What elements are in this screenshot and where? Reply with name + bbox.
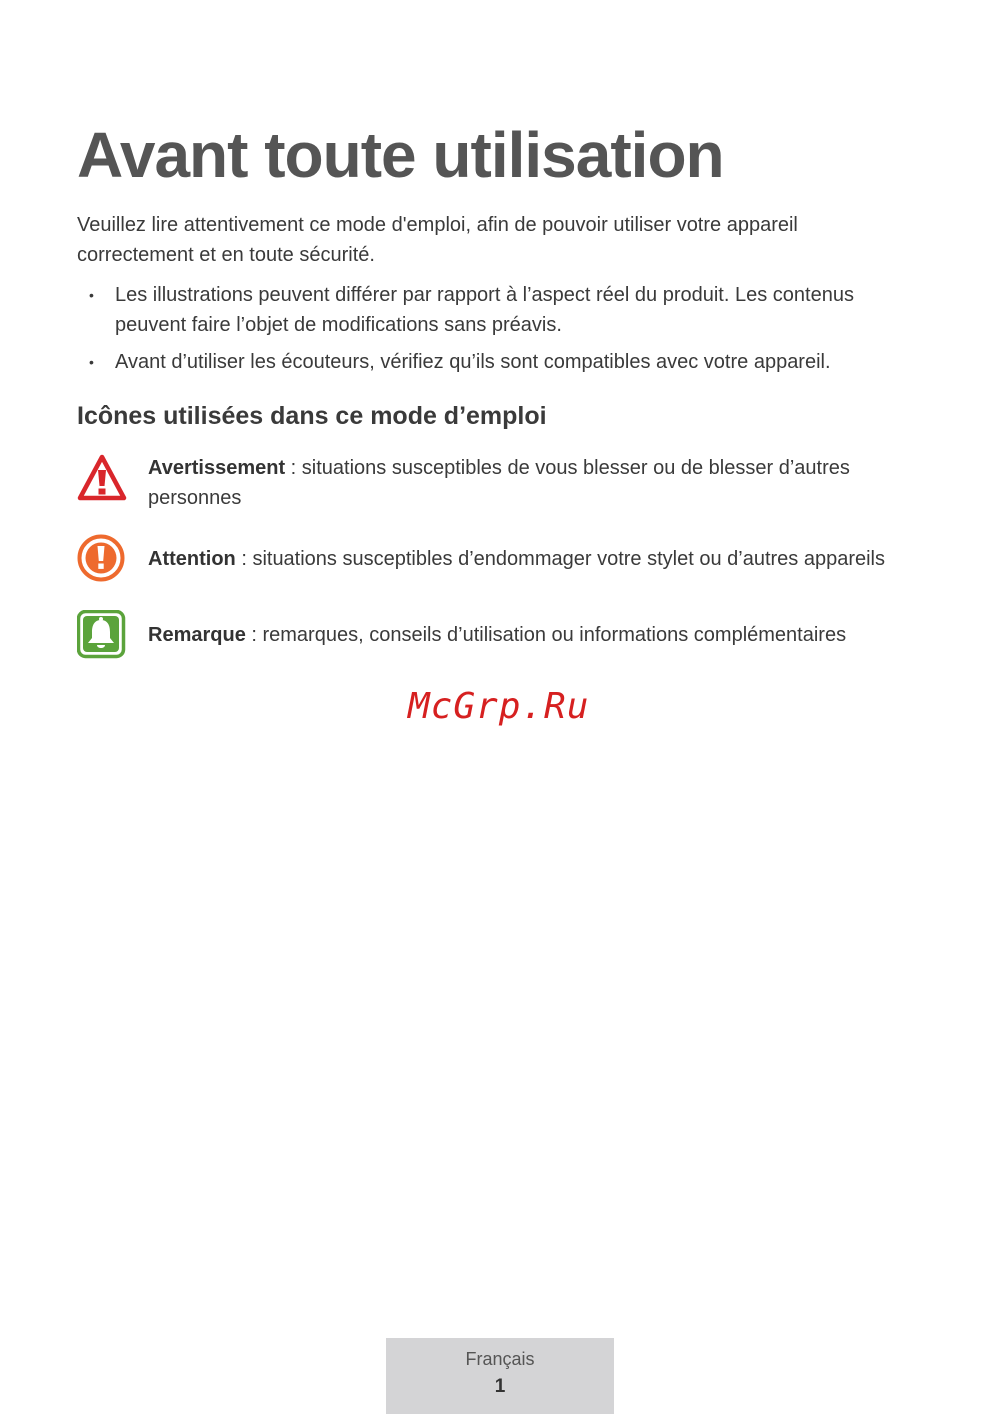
list-item: [77, 280, 917, 340]
caution-description: [148, 544, 928, 574]
bullet-text: Les illustrations peuvent différer par rapport à l’aspect réel du produit. Les contenus peuvent faire l’objet de modifications sans préavis.: [115, 284, 854, 336]
page-number: 1: [494, 1376, 506, 1397]
bullet-text: Avant d’utiliser les écouteurs, vérifiez qu’ils sont compatibles avec votre appareil.: [115, 351, 831, 373]
note-separator: :: [245, 624, 263, 646]
page-title: Avant toute utilisation: [77, 119, 724, 191]
footer-language: Français: [465, 1349, 535, 1369]
bullet-icon: •: [89, 287, 94, 303]
watermark: McGrp.Ru: [408, 686, 590, 727]
note-text: remarques, conseils d’utilisation ou informations complémentaires: [262, 624, 847, 646]
page-footer: [386, 1338, 614, 1414]
caution-exclamation-icon: [77, 534, 127, 584]
bullet-icon: •: [89, 354, 94, 370]
note-term: Remarque: [148, 624, 246, 646]
section-heading: Icônes utilisées dans ce mode d’emploi: [77, 402, 547, 430]
caution-term: Attention: [148, 548, 236, 570]
bullet-list: [77, 280, 917, 384]
warning-description: [148, 453, 928, 513]
note-description: [148, 620, 928, 650]
caution-text: situations susceptibles d’endommager votre stylet ou d’autres appareils: [252, 548, 885, 570]
intro-paragraph: Veuillez lire attentivement ce mode d'emploi, afin de pouvoir utiliser votre appareil correctement et en toute sécurité.: [77, 214, 798, 266]
warning-triangle-icon: [77, 453, 127, 503]
warning-text: situations susceptibles de vous blesser ou de blesser d’autres personnes: [148, 457, 850, 509]
list-item: [77, 347, 917, 377]
caution-separator: :: [235, 548, 253, 570]
note-bell-icon: [77, 610, 127, 660]
warning-term: Avertissement: [148, 457, 286, 479]
warning-separator: :: [285, 457, 302, 479]
